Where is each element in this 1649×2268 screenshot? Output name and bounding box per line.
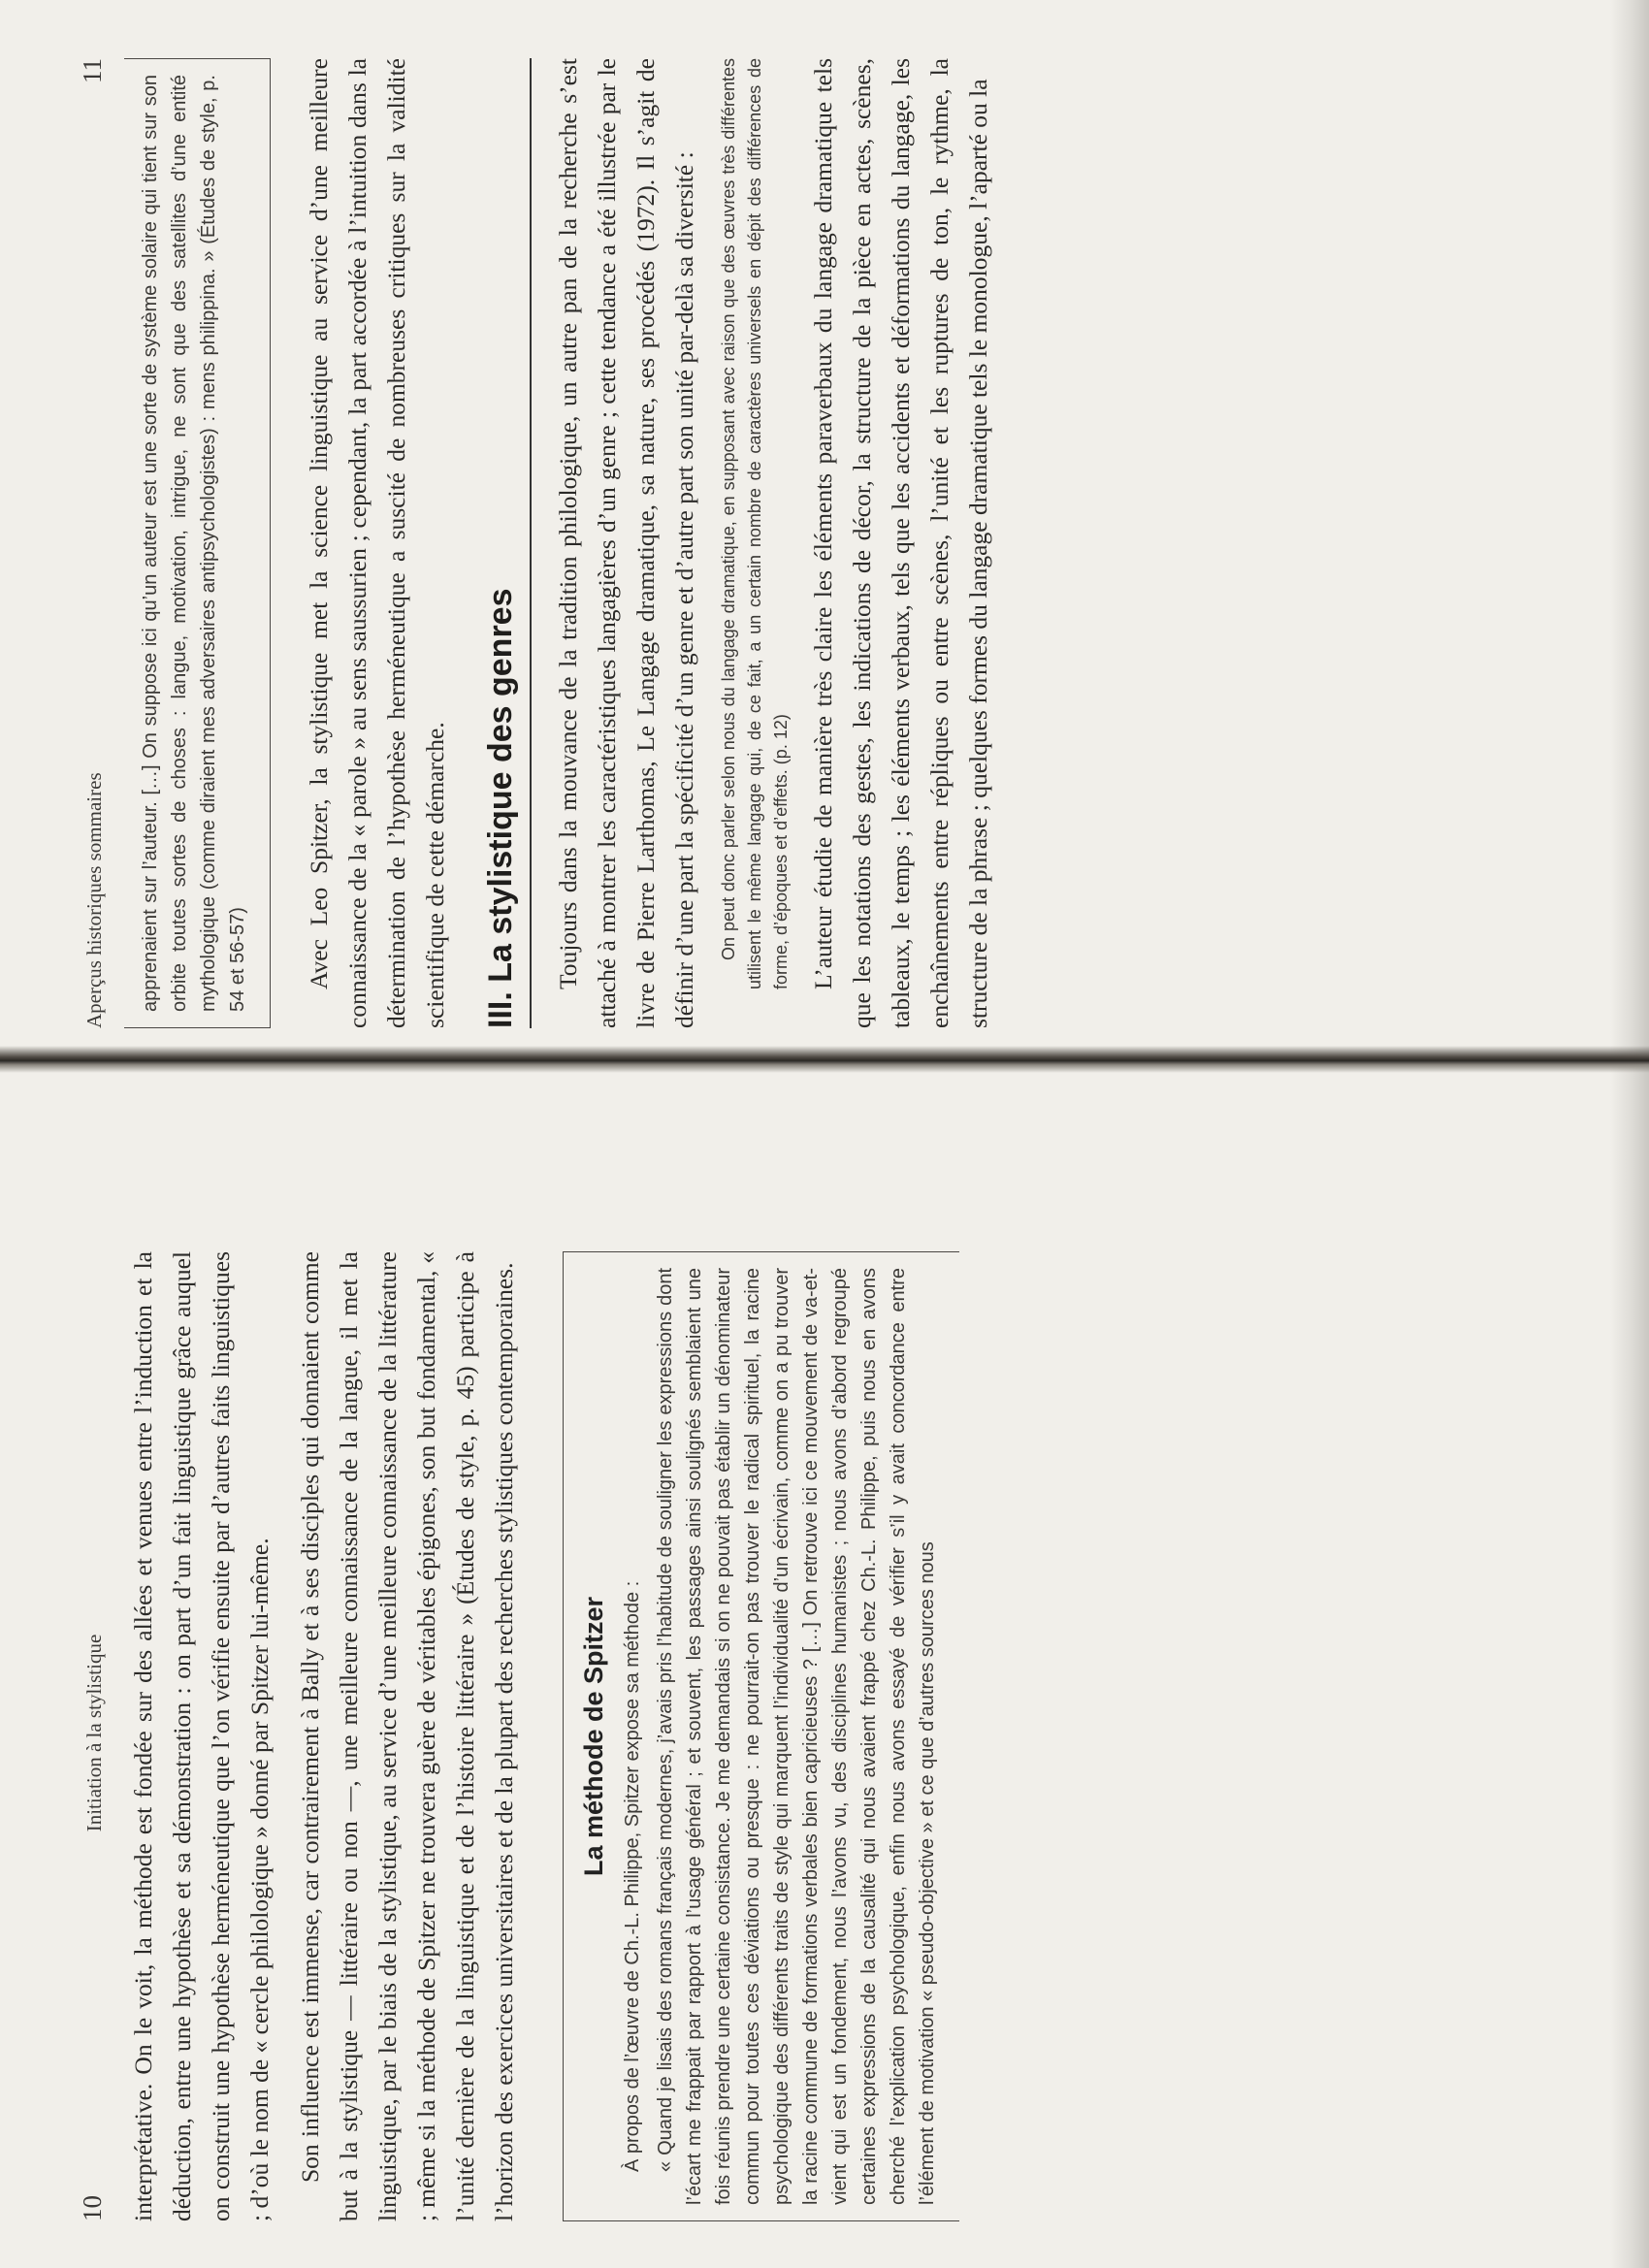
book-gutter: [0, 1046, 1649, 1073]
page-10: [78, 1251, 1591, 2221]
paragraph-intro: interprétative. On le voit, la méthode est fondée sur des allées et venues entre l’induction et la déduction, entre une hypothèse et sa démonstration : on part d’un fait linguistique grâce auquel on construit une hypothèse herméneutique que l’on vérifie ensuite par d’autres faits linguistiques ; d’où le nom de « cercle philologique » donné par Spitzer lui-même.: [129, 1251, 274, 2221]
page-number: 11: [78, 58, 107, 83]
spitzer-box-continuation: [124, 58, 271, 1028]
box-intro: À propos de l’œuvre de Ch.-L. Philippe, Spitzer expose sa méthode :: [622, 1580, 643, 2172]
paragraph-genres: Toujours dans la mouvance de la tradition philologique, un autre pan de la recherche s’est attaché à montrer les caractéristiques langagières d’un genre ; cette tendance a été illustrée par le livre de Pierre Larthomas, Le Langage dramatique, sa nature, ses procédés (1972). Il s’agit de définir d’une part la spécificité d’un genre et d’autre part son unité par-delà sa diversité :: [554, 58, 698, 1028]
box-quote: « Quand je lisais des romans français modernes, j’avais pris l’habitude de souligner les expressions dont l’écart me frappait par rapport à l’usage général ; et souvent, les passages ainsi soulignés semblaient une fois réunis prendre une certaine consistance. Je me demandais si on ne pouvait pas établir un dénominateur commun pour toutes ces déviations ou presque : ne pourrait-on pas trouver le radical spirituel, la racine psychologique des différents traits de style qui marquent l’individualité d’un écrivain, comme on a pu trouver la racine commune de formations verbales bien capricieuses ? […] On retrouve ici ce mouvement de va-et-vient qui est un fondement, nous l’avons vu, des disciplines humanistes ; nous avons d’abord regroupé certaines expressions de la causalité qui nous avaient frappé chez Ch.-L. Philippe, puis nous en avons cherché l’explication psychologique, enfin nous avons essayé de vérifier s’il y avait concordance entre l’élément de motivation « pseudo-objective » et ce que d’autres sources nous: [655, 1268, 938, 2205]
paragraph-influence: Son influence est immense, car contrairement à Bally et à ses disciples qui donnaient comme but à la stylistique — littéraire ou non —, une meilleure connaissance de la langue, il met la linguistique, par le biais de la stylistique, au service d’une meilleure connaissance de la littérature ; même si la méthode de Spitzer ne trouvera guère de véritables épigones, son but fondamental, « l’unité dernière de la linguistique et de l’histoire littéraire » (Études de style, p. 45) participe à l’horizon des exercices universitaires et de la plupart des recherches stylistiques contemporaines.: [296, 1251, 518, 2221]
running-head-11: [78, 58, 116, 1028]
scan-edge: [1610, 0, 1649, 2268]
box-continuation-text: apprenaient sur l’auteur. […] On suppose ici qu’un auteur est une sorte de système solaire qui tient sur son orbite toutes sortes de choses : langue, motivation, intrigue, ne sont que des satellites d’une entité mythologique (comme diraient mes adversaires antipsychologistes) : mens philippina. » (Études de style, p. 54 et 56-57): [140, 75, 248, 1012]
page-number: 10: [78, 2195, 107, 2221]
spitzer-method-box: [563, 1251, 959, 2221]
running-head-10: [78, 1251, 116, 2221]
running-head-title: Aperçus historiques sommaires: [82, 772, 106, 1028]
paragraph-spitzer: Avec Leo Spitzer, la stylistique met la science linguistique au service d’une meilleure connaissance de la « parole » au sens saussurien ; cependant, la part accordée à l’intuition dans la détermination de l’hypothèse herméneutique a suscité de nombreuses critiques sur la validité scientifique de cette démarche.: [305, 58, 449, 1028]
page-11: [78, 58, 1591, 1028]
paragraph-auteur: L’auteur étudie de manière très claire les éléments paraverbaux du langage dramatique tels que les notations des gestes, les indications de décor, la structure de la pièce en actes, scènes, tableaux, le temps ; les éléments verbaux, tels que les accidents et déformations du langage, les enchaînements entre répliques ou entre scènes, l’unité et les ruptures de ton, le rythme, la structure de la phrase ; quelques formes du langage dramatique tels le monologue, l’aparté ou la: [809, 58, 992, 1028]
box-title: La méthode de Spitzer: [579, 1596, 608, 1877]
block-quote: On peut donc parler selon nous du langage dramatique, en supposant avec raison que des œuvres très différentes utilisent le même langage qui, de ce fait, a un certain nombre de caractères universels en dépit des différences de forme, d’époques et d’effets. (p. 12): [719, 58, 791, 989]
section-heading: III. La stylistique des genres: [482, 58, 532, 1028]
running-head-title: Initiation à la stylistique: [82, 1634, 106, 1832]
